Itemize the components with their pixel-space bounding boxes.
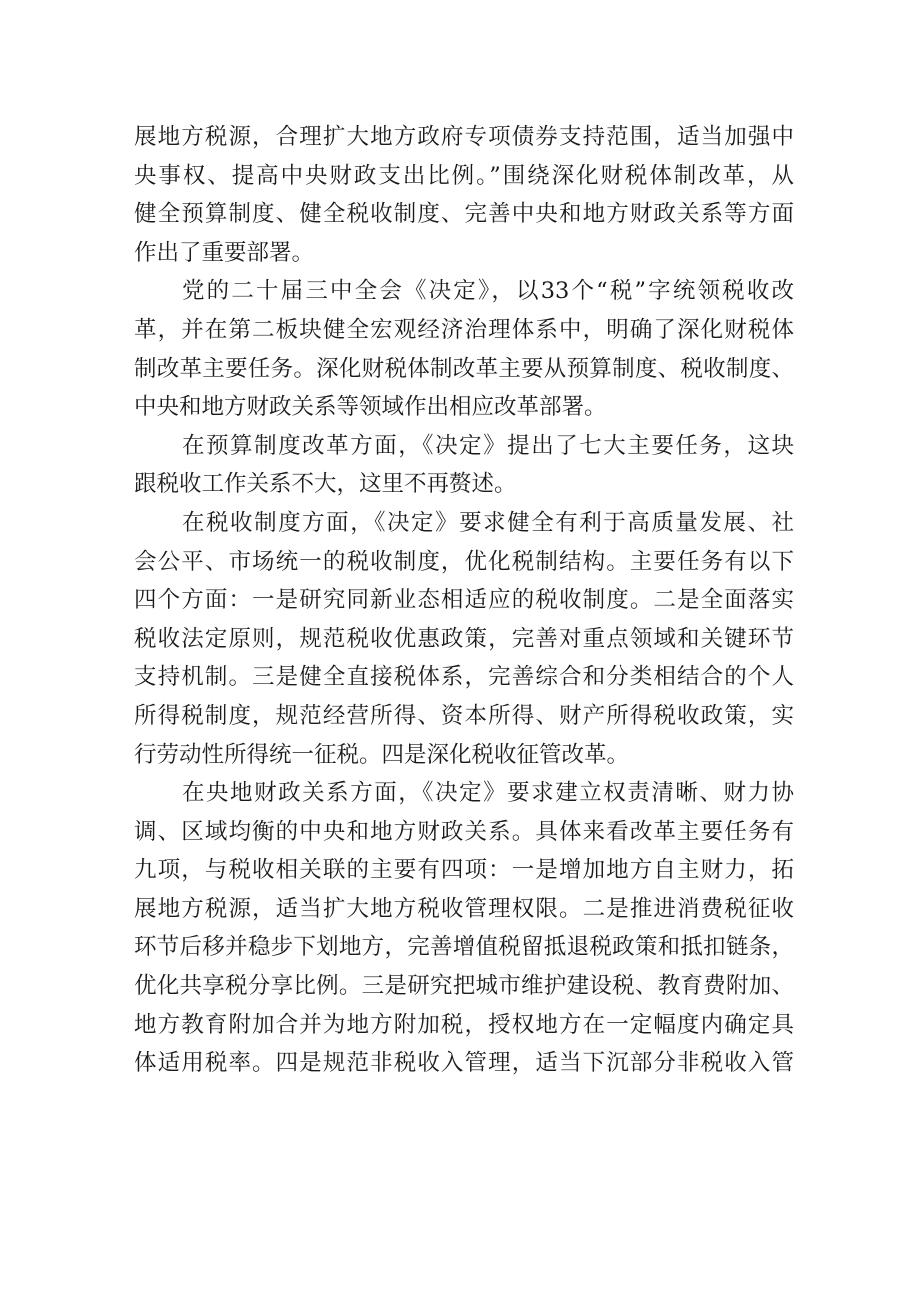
- text-line: 体适用税率。四是规范非税收入管理，适当下沉部分非税收入管: [134, 1050, 794, 1077]
- paragraph-5: [134, 774, 794, 1083]
- text-line: 会公平、市场统一的税收制度，优化税制结构。主要任务有以下: [134, 548, 794, 575]
- text-line: 支持机制。三是健全直接税体系，完善综合和分类相结合的个人: [134, 664, 794, 691]
- text-line: 党的二十届三中全会《决定》，以33个“税”字统领税收改: [182, 278, 794, 305]
- text-line: 九项，与税收相关联的主要有四项：一是增加地方自主财力，拓: [134, 857, 794, 884]
- text-line: 制改革主要任务。深化财税体制改革主要从预算制度、税收制度、: [134, 355, 794, 382]
- text-line: 展地方税源，适当扩大地方税收管理权限。二是推进消费税征收: [134, 895, 794, 922]
- text-line: 展地方税源，合理扩大地方政府专项债券支持范围，适当加强中: [134, 124, 794, 150]
- text-line: 所得税制度，规范经营所得、资本所得、财产所得税收政策，实: [134, 702, 794, 729]
- text-line: 革，并在第二板块健全宏观经济治理体系中，明确了深化财税体: [134, 316, 794, 343]
- text-line: 中央和地方财政关系等领域作出相应改革部署。: [134, 394, 607, 421]
- paragraph-2: [134, 272, 794, 426]
- paragraph-3: [134, 427, 794, 504]
- text-line: 央事权、提高中央财政支出比例。”围绕深化财税体制改革，从: [134, 162, 794, 189]
- paragraph-4: [134, 504, 794, 774]
- paragraph-1: [134, 118, 794, 272]
- text-line: 作出了重要部署。: [134, 239, 315, 266]
- text-line: 行劳动性所得统一征税。四是深化税收征管改革。: [134, 741, 630, 768]
- text-line: 跟税收工作关系不大，这里不再赘述。: [134, 471, 517, 498]
- text-line: 地方教育附加合并为地方附加税，授权地方在一定幅度内确定具: [134, 1011, 794, 1038]
- text-line: 优化共享税分享比例。三是研究把城市维护建设税、教育费附加、: [134, 973, 794, 1000]
- text-line: 健全预算制度、健全税收制度、完善中央和地方财政关系等方面: [134, 201, 794, 228]
- text-line: 调、区域均衡的中央和地方财政关系。具体来看改革主要任务有: [134, 818, 794, 845]
- document-body: [134, 118, 794, 1083]
- text-line: 在预算制度改革方面，《决定》提出了七大主要任务，这块: [182, 432, 794, 459]
- text-line: 在税收制度方面，《决定》要求健全有利于高质量发展、社: [182, 509, 794, 536]
- text-line: 四个方面：一是研究同新业态相适应的税收制度。二是全面落实: [134, 587, 794, 614]
- text-line: 环节后移并稳步下划地方，完善增值税留抵退税政策和抵扣链条，: [134, 934, 794, 961]
- text-line: 在央地财政关系方面，《决定》要求建立权责清晰、财力协: [182, 780, 794, 807]
- text-line: 税收法定原则，规范税收优惠政策，完善对重点领域和关键环节: [134, 625, 794, 652]
